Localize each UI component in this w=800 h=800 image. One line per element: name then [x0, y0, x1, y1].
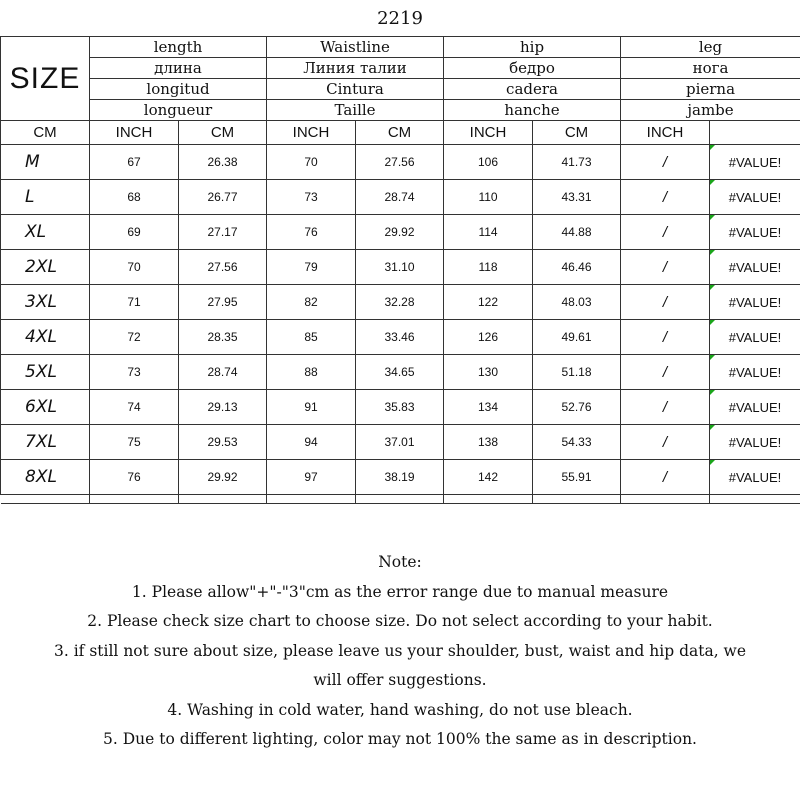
header-length-en: length	[90, 37, 267, 58]
value-cell: 138	[444, 425, 533, 460]
value-cell: 33.46	[356, 320, 444, 355]
size-cell: 4XL	[1, 320, 90, 355]
table-row	[1, 145, 800, 180]
table-row	[1, 390, 800, 425]
empty-cell	[90, 495, 179, 504]
value-cell: #VALUE!	[710, 145, 800, 180]
table-row	[1, 285, 800, 320]
table-row	[1, 425, 800, 460]
value-cell: /	[621, 320, 710, 355]
note-line: 3. if still not sure about size, please leave us your shoulder, bust, waist and hip data, we	[54, 641, 746, 660]
value-cell: 27.56	[356, 145, 444, 180]
chart-title: 2219	[377, 7, 423, 29]
value-cell: 51.18	[533, 355, 621, 390]
value-cell: 72	[90, 320, 179, 355]
size-cell: XL	[1, 215, 90, 250]
table-row	[1, 215, 800, 250]
value-cell: 134	[444, 390, 533, 425]
size-cell: 2XL	[1, 250, 90, 285]
empty-cell	[621, 495, 710, 504]
header-length-ru: длина	[90, 58, 267, 79]
unit-header-inch: INCH	[267, 121, 356, 145]
unit-header-cm: CM	[1, 121, 90, 145]
value-cell: /	[621, 460, 710, 495]
size-cell: 8XL	[1, 460, 90, 495]
value-cell: 29.92	[179, 460, 267, 495]
unit-row	[1, 121, 800, 145]
value-cell: #VALUE!	[710, 355, 800, 390]
value-cell: 76	[267, 215, 356, 250]
value-cell: 79	[267, 250, 356, 285]
value-cell: 74	[90, 390, 179, 425]
size-table	[0, 36, 800, 504]
empty-cell	[1, 495, 90, 504]
value-cell: 37.01	[356, 425, 444, 460]
value-cell: 118	[444, 250, 533, 285]
size-label: SIZE	[1, 37, 90, 121]
value-cell: /	[621, 180, 710, 215]
value-cell: 85	[267, 320, 356, 355]
note-line: 2. Please check size chart to choose size. Do not select according to your habit.	[87, 612, 713, 630]
header-length-es: longitud	[90, 79, 267, 100]
size-cell: 3XL	[1, 285, 90, 320]
size-cell: 6XL	[1, 390, 90, 425]
table-row	[1, 320, 800, 355]
value-cell: 122	[444, 285, 533, 320]
header-length-fr: longueur	[90, 100, 267, 121]
value-cell: 35.83	[356, 390, 444, 425]
value-cell: 55.91	[533, 460, 621, 495]
unit-header-cm: CM	[356, 121, 444, 145]
value-cell: 29.92	[356, 215, 444, 250]
value-cell: 28.35	[179, 320, 267, 355]
value-cell: 76	[90, 460, 179, 495]
value-cell: 46.46	[533, 250, 621, 285]
value-cell: #VALUE!	[710, 425, 800, 460]
note-line: 5. Due to different lighting, color may not 100% the same as in description.	[103, 730, 697, 748]
header-hip-en: hip	[444, 37, 621, 58]
value-cell: /	[621, 145, 710, 180]
size-cell: 5XL	[1, 355, 90, 390]
value-cell: 28.74	[179, 355, 267, 390]
table-tail-row	[1, 495, 800, 504]
value-cell: 29.53	[179, 425, 267, 460]
value-cell: #VALUE!	[710, 180, 800, 215]
value-cell: 48.03	[533, 285, 621, 320]
header-waistline-en: Waistline	[267, 37, 444, 58]
value-cell: 70	[90, 250, 179, 285]
header-leg-en: leg	[621, 37, 800, 58]
empty-cell	[267, 495, 356, 504]
empty-cell	[533, 495, 621, 504]
empty-cell	[356, 495, 444, 504]
header-row-spanish	[1, 79, 800, 100]
value-cell: 75	[90, 425, 179, 460]
value-cell: 106	[444, 145, 533, 180]
value-cell: /	[621, 215, 710, 250]
value-cell: 67	[90, 145, 179, 180]
header-waistline-ru: Линия талии	[267, 58, 444, 79]
value-cell: 28.74	[356, 180, 444, 215]
header-hip-fr: hanche	[444, 100, 621, 121]
table-row	[1, 460, 800, 495]
table-row	[1, 250, 800, 285]
value-cell: 34.65	[356, 355, 444, 390]
value-cell: 73	[90, 355, 179, 390]
value-cell: /	[621, 355, 710, 390]
value-cell: 49.61	[533, 320, 621, 355]
header-leg-fr: jambe	[621, 100, 800, 121]
value-cell: 91	[267, 390, 356, 425]
value-cell: 26.38	[179, 145, 267, 180]
value-cell: 31.10	[356, 250, 444, 285]
value-cell: 43.31	[533, 180, 621, 215]
value-cell: 82	[267, 285, 356, 320]
note-line: will offer suggestions.	[313, 671, 487, 689]
size-cell: L	[1, 180, 90, 215]
value-cell: 32.28	[356, 285, 444, 320]
value-cell: 126	[444, 320, 533, 355]
value-cell: 29.13	[179, 390, 267, 425]
value-cell: 27.95	[179, 285, 267, 320]
header-hip-es: cadera	[444, 79, 621, 100]
value-cell: 27.56	[179, 250, 267, 285]
value-cell: 70	[267, 145, 356, 180]
unit-header-cm: CM	[533, 121, 621, 145]
empty-cell	[710, 495, 800, 504]
header-waistline-es: Cintura	[267, 79, 444, 100]
notes-heading: Note:	[378, 553, 422, 571]
value-cell: 54.33	[533, 425, 621, 460]
value-cell: 41.73	[533, 145, 621, 180]
header-hip-ru: бедро	[444, 58, 621, 79]
table-row	[1, 355, 800, 390]
value-cell: #VALUE!	[710, 285, 800, 320]
value-cell: #VALUE!	[710, 390, 800, 425]
value-cell: 142	[444, 460, 533, 495]
value-cell: #VALUE!	[710, 215, 800, 250]
header-leg-es: pierna	[621, 79, 800, 100]
value-cell: #VALUE!	[710, 250, 800, 285]
value-cell: 68	[90, 180, 179, 215]
table-row	[1, 180, 800, 215]
value-cell: 110	[444, 180, 533, 215]
value-cell: 71	[90, 285, 179, 320]
value-cell: 73	[267, 180, 356, 215]
value-cell: 130	[444, 355, 533, 390]
value-cell: /	[621, 250, 710, 285]
empty-cell	[179, 495, 267, 504]
value-cell: 27.17	[179, 215, 267, 250]
value-cell: /	[621, 285, 710, 320]
value-cell: /	[621, 425, 710, 460]
value-cell: #VALUE!	[710, 460, 800, 495]
value-cell: 52.76	[533, 390, 621, 425]
value-cell: /	[621, 390, 710, 425]
value-cell: 38.19	[356, 460, 444, 495]
value-cell: 114	[444, 215, 533, 250]
empty-cell	[444, 495, 533, 504]
value-cell: 94	[267, 425, 356, 460]
header-row-russian	[1, 58, 800, 79]
unit-header-cm: CM	[179, 121, 267, 145]
note-line: 4. Washing in cold water, hand washing, do not use bleach.	[167, 700, 633, 719]
unit-header-inch: INCH	[90, 121, 179, 145]
size-cell: M	[1, 145, 90, 180]
value-cell: 97	[267, 460, 356, 495]
value-cell: 26.77	[179, 180, 267, 215]
header-leg-ru: нога	[621, 58, 800, 79]
value-cell: 69	[90, 215, 179, 250]
notes-section	[0, 548, 800, 755]
size-cell: 7XL	[1, 425, 90, 460]
unit-header-inch: INCH	[444, 121, 533, 145]
header-waistline-fr: Taille	[267, 100, 444, 121]
value-cell: 88	[267, 355, 356, 390]
note-line: 1. Please allow"+"-"3"cm as the error range due to manual measure	[131, 582, 669, 601]
unit-header-inch: INCH	[621, 121, 710, 145]
value-cell: 44.88	[533, 215, 621, 250]
value-cell: #VALUE!	[710, 320, 800, 355]
header-row-french	[1, 100, 800, 121]
header-row-english	[1, 37, 800, 58]
